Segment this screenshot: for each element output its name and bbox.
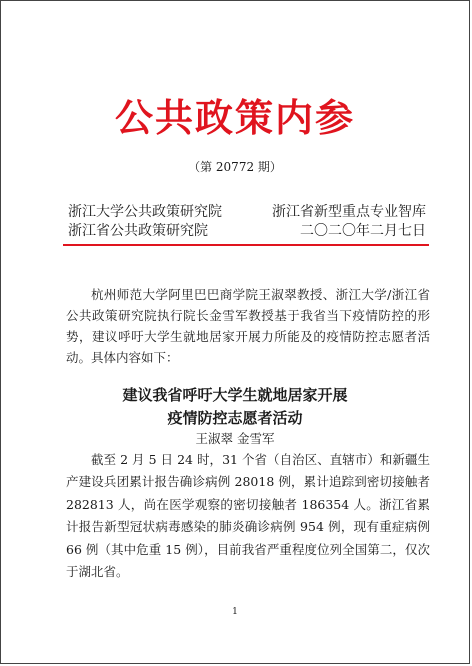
article-title-line-1: 建议我省呼吁大学生就地居家开展 <box>122 386 348 404</box>
authors: 王淑翠 金雪军 <box>195 431 275 446</box>
meta-row-1 <box>68 201 426 221</box>
issue-number: （第 20772 期） <box>188 160 282 174</box>
article-title-line-2: 疫情防控志愿者活动 <box>167 409 303 427</box>
masthead-title: 公共政策内参 <box>114 95 355 140</box>
publication-date: 二〇二〇年二月七日 <box>300 223 426 239</box>
institute-name-1: 浙江大学公共政策研究院 <box>68 204 222 220</box>
institute-name-2: 浙江省公共政策研究院 <box>68 223 208 239</box>
meta-row-2 <box>68 220 426 240</box>
red-divider <box>63 244 429 246</box>
intro-paragraph: 杭州师范大学阿里巴巴商学院王淑翠教授、浙江大学/浙江省公共政策研究院执行院长金雪军教授基于我省当下疫情防控的形势，建议呼吁大学生就地居家开展力所能及的疫情防控志愿者活动。具体内容如下： <box>66 287 430 365</box>
page-number: 1 <box>232 607 238 617</box>
think-tank-label: 浙江省新型重点专业智库 <box>272 204 426 220</box>
body-paragraph: 截至 2 月 5 日 24 时，31 个省（自治区、直辖市）和新疆生产建设兵团累计报告确诊病例 28018 例，累计追踪到密切接触者 282813 人，尚在医学观察的密切接触者 186354 人。浙江省累计报告新型冠状病毒感染的肺炎确诊病例 954 例，现有重症病例 66 例（其中危重 15 例），目前我省严重程度位列全国第二，仅次于湖北省。 <box>66 452 430 580</box>
